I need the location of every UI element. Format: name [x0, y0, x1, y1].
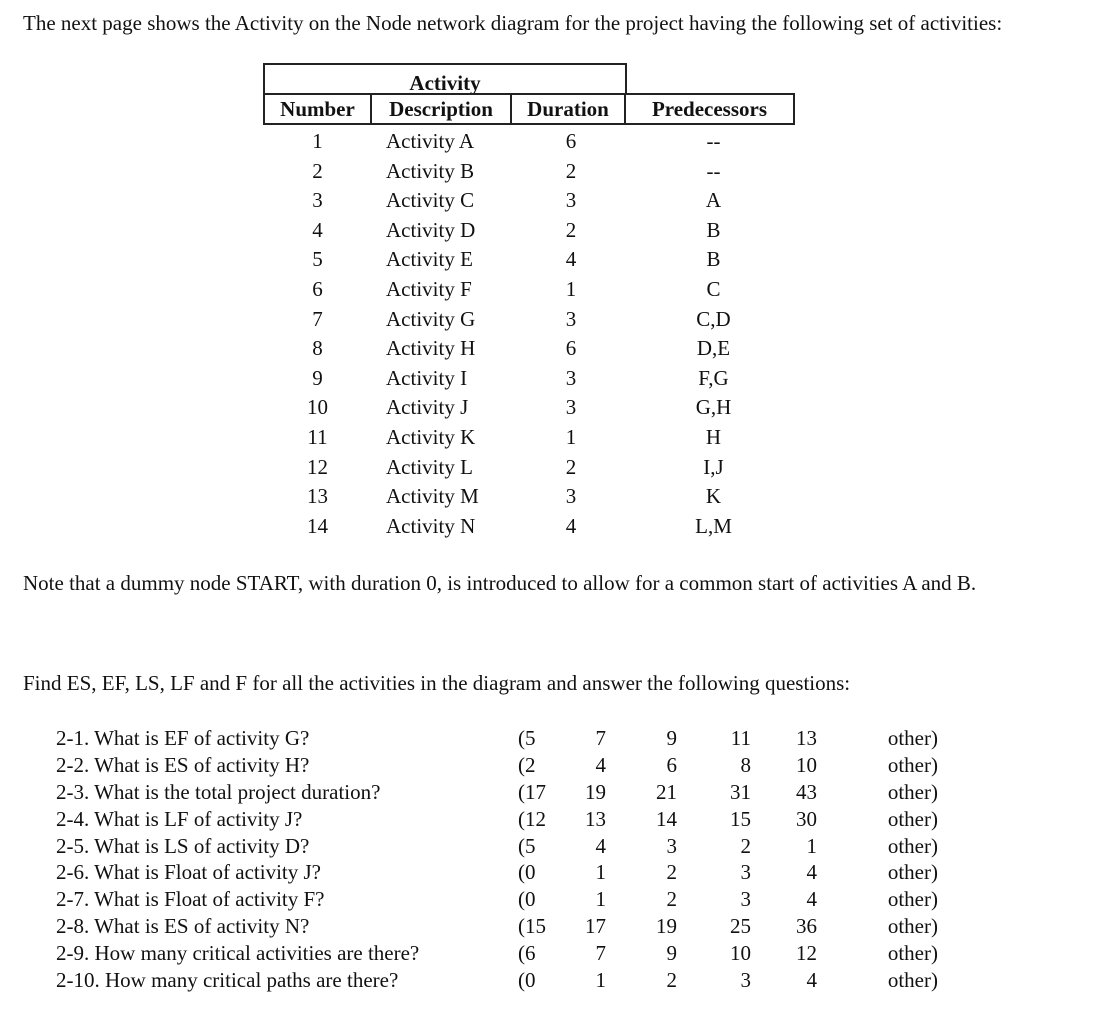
cell-number: 11	[307, 424, 328, 449]
answer-option: 8	[740, 752, 751, 777]
table-row	[263, 482, 799, 512]
answer-option: 36	[796, 914, 817, 939]
table-row	[263, 186, 799, 216]
cell-description: Activity E	[386, 247, 473, 272]
cell-number: 3	[312, 188, 323, 213]
cell-description: Activity D	[386, 217, 476, 242]
cell-duration: 3	[565, 484, 577, 509]
answer-option: 30	[796, 806, 817, 831]
question-item	[56, 886, 938, 913]
task-paragraph: Find ES, EF, LS, LF and F for all the activities in the diagram and answer the following questions:	[23, 671, 851, 695]
question-item	[56, 725, 938, 752]
cell-number: 14	[307, 513, 328, 538]
answer-option: (0	[518, 887, 536, 912]
question-text: 2-2. What is ES of activity H?	[56, 752, 310, 777]
answer-option: 31	[730, 779, 751, 804]
cell-description: Activity G	[386, 306, 476, 331]
cell-number: 1	[312, 129, 323, 153]
header-duration: Duration	[510, 93, 626, 125]
header-description: Description	[370, 93, 512, 125]
question-text: 2-5. What is LS of activity D?	[56, 833, 310, 858]
answer-option: 11	[730, 726, 751, 750]
cell-description: Activity A	[386, 129, 475, 153]
answer-option: 4	[595, 833, 606, 858]
question-item	[56, 913, 938, 940]
table-row	[263, 453, 799, 483]
answer-option: (0	[518, 968, 536, 993]
answer-option: 13	[796, 726, 817, 750]
cell-description: Activity L	[386, 454, 473, 479]
cell-description: Activity F	[386, 276, 472, 301]
answer-option: (15	[518, 914, 546, 939]
cell-number: 12	[307, 454, 328, 479]
table-row	[263, 157, 799, 187]
answer-option: other)	[887, 752, 938, 777]
answer-option: 1	[595, 887, 606, 912]
answer-option: (17	[518, 779, 546, 804]
question-text: 2-10. How many critical paths are there?	[56, 968, 399, 993]
cell-number: 13	[307, 484, 328, 509]
cell-predecessors: B	[706, 217, 721, 242]
answer-option: 10	[730, 941, 751, 966]
question-item	[56, 752, 938, 779]
answer-option: 4	[806, 968, 817, 993]
question-text: 2-1. What is EF of activity G?	[56, 726, 310, 750]
cell-number: 9	[312, 365, 323, 390]
answer-option: 3	[666, 833, 677, 858]
cell-duration: 6	[565, 336, 577, 361]
table-row	[263, 334, 799, 364]
cell-duration: 2	[565, 454, 577, 479]
cell-predecessors: K	[705, 484, 722, 509]
cell-description: Activity I	[386, 365, 468, 390]
cell-description: Activity C	[386, 188, 475, 213]
answer-option: other)	[887, 941, 938, 966]
activity-group-header: Activity	[263, 63, 627, 93]
questions-list	[56, 725, 938, 994]
table-row	[263, 423, 799, 453]
answer-option: (5	[518, 833, 536, 858]
note-paragraph: Note that a dummy node START, with duration 0, is introduced to allow for a common start of activities A and B.	[23, 571, 977, 595]
cell-duration: 6	[565, 129, 577, 153]
cell-duration: 3	[565, 365, 577, 390]
cell-description: Activity K	[386, 424, 476, 449]
cell-description: Activity N	[386, 513, 476, 538]
cell-number: 2	[312, 158, 323, 183]
table-row	[263, 216, 799, 246]
answer-option: other)	[887, 779, 938, 804]
answer-option: 3	[740, 968, 751, 993]
answer-option: 43	[796, 779, 817, 804]
cell-number: 4	[312, 217, 323, 242]
table-row	[263, 127, 799, 157]
question-item	[56, 833, 938, 860]
question-item	[56, 940, 938, 967]
answer-option: 17	[585, 914, 606, 939]
answer-option: 4	[806, 887, 817, 912]
cell-duration: 3	[565, 188, 577, 213]
cell-predecessors: H	[705, 424, 722, 449]
answer-option: other)	[887, 833, 938, 858]
answer-option: (5	[518, 726, 536, 750]
cell-description: Activity H	[386, 336, 476, 361]
answer-option: other)	[887, 887, 938, 912]
question-text: 2-6. What is Float of activity J?	[56, 860, 321, 885]
answer-option: 9	[666, 941, 677, 966]
header-predecessors: Predecessors	[624, 93, 795, 125]
cell-predecessors: --	[706, 129, 721, 153]
cell-number: 5	[312, 247, 323, 272]
answer-option: 1	[806, 833, 817, 858]
question-text: 2-9. How many critical activities are there?	[56, 941, 420, 966]
cell-duration: 4	[565, 247, 577, 272]
answer-option: 21	[656, 779, 677, 804]
question-item	[56, 967, 938, 994]
answer-option: other)	[887, 860, 938, 885]
table-row	[263, 275, 799, 305]
cell-predecessors: G,H	[695, 395, 732, 420]
question-item	[56, 779, 938, 806]
cell-predecessors: C	[706, 276, 721, 301]
cell-predecessors: F,G	[698, 365, 729, 390]
answer-option: 6	[666, 752, 677, 777]
cell-predecessors: B	[706, 247, 721, 272]
answer-option: (0	[518, 860, 536, 885]
table-body	[263, 127, 799, 541]
cell-duration: 2	[565, 217, 577, 242]
cell-predecessors: --	[706, 158, 721, 183]
cell-duration: 4	[565, 513, 577, 538]
table-row	[263, 512, 799, 542]
cell-number: 6	[312, 276, 323, 301]
question-text: 2-3. What is the total project duration?	[56, 779, 381, 804]
question-text: 2-7. What is Float of activity F?	[56, 887, 325, 912]
answer-option: (2	[518, 752, 536, 777]
question-item	[56, 806, 938, 833]
answer-option: 14	[656, 806, 677, 831]
table-row	[263, 393, 799, 423]
answer-option: (12	[518, 806, 546, 831]
answer-option: 2	[666, 968, 677, 993]
answer-option: 10	[796, 752, 817, 777]
cell-duration: 2	[565, 158, 577, 183]
answer-option: other)	[887, 806, 938, 831]
table-header-row	[263, 93, 793, 125]
cell-description: Activity J	[386, 395, 469, 420]
cell-duration: 3	[565, 306, 577, 331]
answer-option: other)	[887, 968, 938, 993]
answer-option: 1	[595, 860, 606, 885]
cell-predecessors: A	[705, 188, 722, 213]
cell-number: 7	[312, 306, 323, 331]
cell-duration: 1	[565, 276, 577, 301]
answer-option: 1	[595, 968, 606, 993]
cell-description: Activity B	[386, 158, 475, 183]
answer-option: 3	[740, 860, 751, 885]
question-item	[56, 859, 938, 886]
answer-option: 4	[806, 860, 817, 885]
cell-description: Activity M	[386, 484, 479, 509]
answer-option: 2	[740, 833, 751, 858]
header-number: Number	[263, 93, 372, 125]
answer-option: 12	[796, 941, 817, 966]
answer-option: 2	[666, 860, 677, 885]
cell-predecessors: I,J	[703, 454, 724, 479]
answer-option: 19	[585, 779, 606, 804]
answer-option: (6	[518, 941, 536, 966]
cell-predecessors: D,E	[696, 336, 731, 361]
answer-option: 4	[595, 752, 606, 777]
answer-option: 7	[595, 941, 606, 966]
answer-option: 7	[595, 726, 606, 750]
cell-duration: 1	[565, 424, 577, 449]
answer-option: other)	[887, 726, 938, 750]
cell-number: 10	[307, 395, 328, 420]
answer-option: 3	[740, 887, 751, 912]
question-text: 2-4. What is LF of activity J?	[56, 806, 303, 831]
cell-duration: 3	[565, 395, 577, 420]
cell-predecessors: C,D	[696, 306, 731, 331]
table-row	[263, 245, 799, 275]
answer-option: 13	[585, 806, 606, 831]
answer-option: 2	[666, 887, 677, 912]
table-row	[263, 305, 799, 335]
cell-predecessors: L,M	[695, 513, 732, 538]
cell-number: 8	[312, 336, 323, 361]
answer-option: 25	[730, 914, 751, 939]
answer-option: other)	[887, 914, 938, 939]
intro-paragraph: The next page shows the Activity on the Node network diagram for the project having the following set of activities:	[23, 11, 1003, 35]
table-row	[263, 364, 799, 394]
answer-option: 9	[666, 726, 677, 750]
question-text: 2-8. What is ES of activity N?	[56, 914, 310, 939]
answer-option: 15	[730, 806, 751, 831]
answer-option: 19	[656, 914, 677, 939]
